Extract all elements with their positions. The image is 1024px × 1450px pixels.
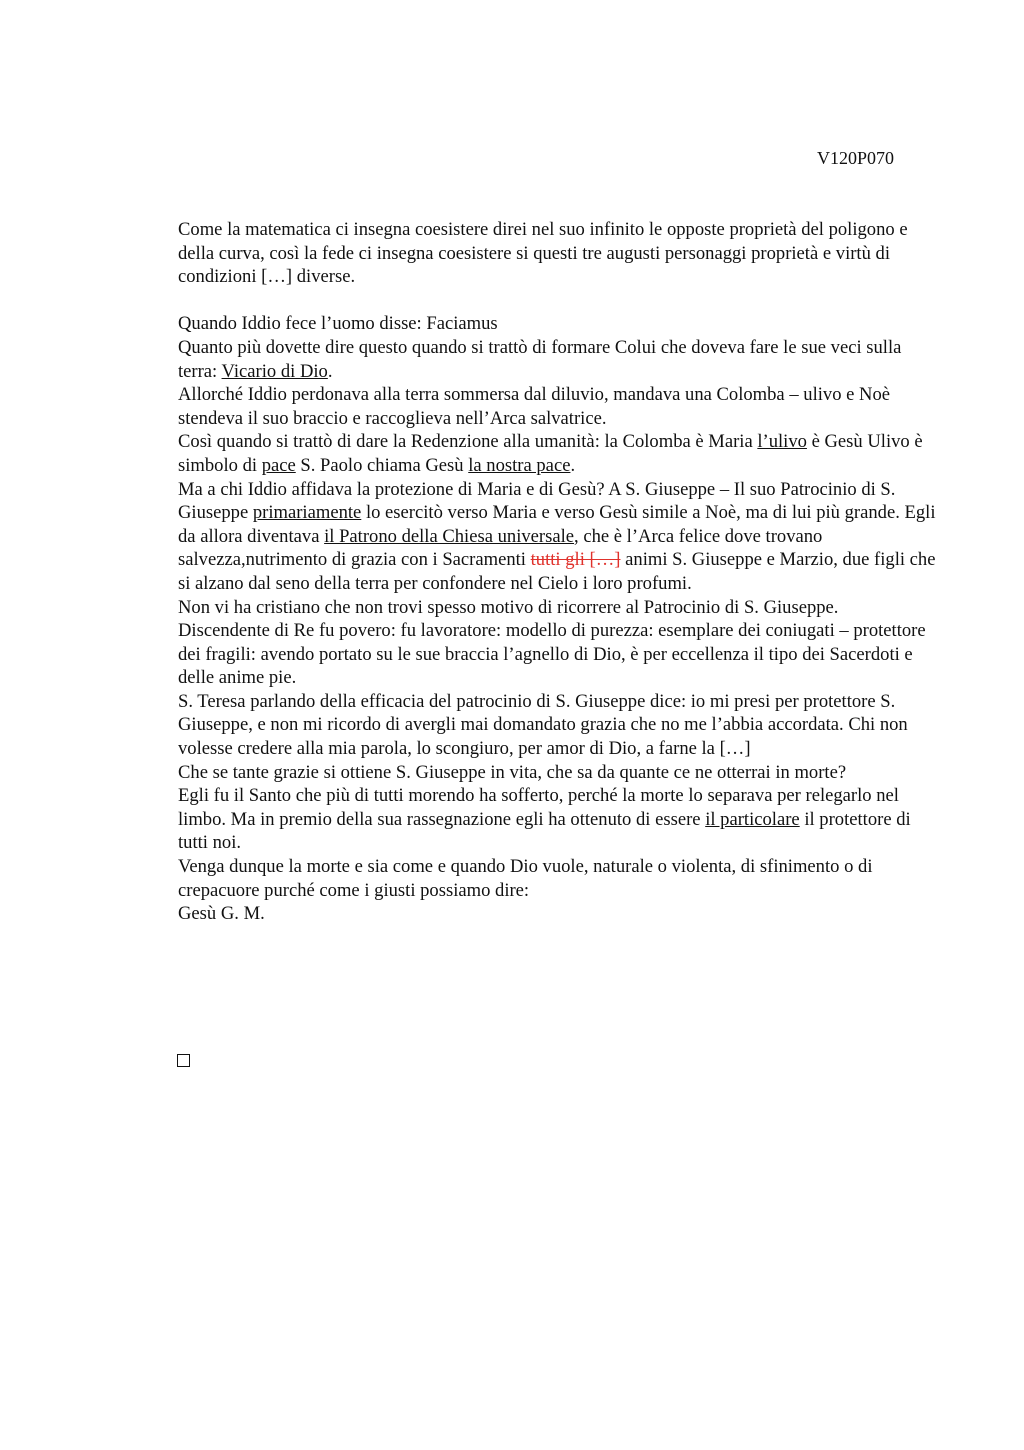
paragraph-teresa: S. Teresa parlando della efficacia del patrocinio di S. Giuseppe dice: io mi presi per protettore S. Giuseppe, e non mi ricordo di avergli mai domandato grazia che no me l’abbia accordata. Chi non volesse credere alla mia parola, lo scongiuro, per amor di Dio, a farne la […] xyxy=(178,690,908,760)
underlined-vicario-di-dio: Vicario di Dio xyxy=(221,360,328,382)
paragraph-redenzione xyxy=(178,430,938,477)
paragraph-intro: Come la matematica ci insegna coesistere direi nel suo infinito le opposte proprietà del poligono e della curva, così la fede ci insegna coesistere si questi tre augusti personaggi proprietà e virtù di condizioni […] diverse. xyxy=(178,219,908,288)
text-run: Così quando si trattò di dare la Redenzione alla umanità: la Colomba è Maria xyxy=(178,431,758,453)
paragraph-morte: Venga dunque la morte e sia come e quando Dio vuole, naturale o violenta, di sfinimento o di crepacuore purché come i giusti possiamo dire: xyxy=(178,856,873,901)
text-run: . xyxy=(570,454,576,476)
underlined-particolare: il particolare xyxy=(705,808,800,830)
paragraph-diluvio: Allorché Iddio perdonava alla terra sommersa dal diluvio, mandava una Colomba – ulivo e Noè stendeva il suo braccio e raccoglieva nell’Arca salvatrice. xyxy=(178,384,891,429)
paragraph-vicario xyxy=(178,336,938,383)
empty-checkbox-icon[interactable] xyxy=(177,1054,190,1067)
text-run: Ma a chi Iddio affidava la protezione di Maria e di Gesù? A S. Giuseppe – Il suo Patrocinio di S. Giuseppe xyxy=(178,478,896,524)
underlined-ulivo: l’ulivo xyxy=(757,431,807,453)
text-run: Egli fu il Santo che più di tutti morendo ha sofferto, perché la morte lo separava per relegarlo nel limbo. Ma in premio della sua rassegnazione egli ha ottenuto di essere xyxy=(178,785,899,830)
text-run: . xyxy=(327,360,333,382)
paragraph-cristiano: Non vi ha cristiano che non trovi spesso motivo di ricorrere al Patrocinio di S. Giuseppe. xyxy=(178,596,839,618)
strikethrough-deletion: tutti gli […] xyxy=(530,549,621,571)
paragraph-patrocinio xyxy=(178,478,938,596)
text-run: è Gesù Ulivo è simbolo di xyxy=(178,431,923,476)
paragraph-grazie: Che se tante grazie si ottiene S. Giuseppe in vita, che sa da quante ce ne otterrai in morte? xyxy=(178,761,847,783)
underlined-primariamente: primariamente xyxy=(252,502,362,524)
text-run: lo esercitò verso Maria e verso Gesù simile a Noè, ma di lui più grande. Egli da allora diventava xyxy=(178,502,936,547)
underlined-patrono-chiesa: il Patrono della Chiesa universale xyxy=(324,525,575,547)
paragraph-closing: Gesù G. M. xyxy=(178,903,265,925)
paragraph-faciamus: Quando Iddio fece l’uomo disse: Faciamus xyxy=(178,313,498,335)
text-run: animi S. Giuseppe e Marzio, due figli che si alzano dal seno della terra per confondere nel Cielo i loro profumi. xyxy=(178,549,936,594)
underlined-nostra-pace: la nostra pace xyxy=(468,454,571,476)
text-run: il protettore di tutti noi. xyxy=(178,808,911,854)
underlined-pace: pace xyxy=(261,454,296,476)
text-run: , che è l’Arca felice dove trovano salvezza,nutrimento di grazia con i Sacramenti xyxy=(178,525,823,571)
text-run: Quanto più dovette dire questo quando si trattò di formare Colui che doveva fare le sue veci sulla terra: xyxy=(178,336,902,382)
paragraph-santo xyxy=(178,784,938,855)
paragraph-discendente: Discendente di Re fu povero: fu lavoratore: modello di purezza: esemplare dei coniugati – protettore dei fragili: avendo portato su le sue braccia l’agnello di Dio, è per eccellenza il tipo dei Sacerdoti e delle anime pie. xyxy=(178,620,926,689)
paragraph-gap xyxy=(178,289,938,313)
document-body xyxy=(178,218,938,926)
document-reference-code: V120P070 xyxy=(817,148,895,168)
text-run: S. Paolo chiama Gesù xyxy=(295,454,469,476)
